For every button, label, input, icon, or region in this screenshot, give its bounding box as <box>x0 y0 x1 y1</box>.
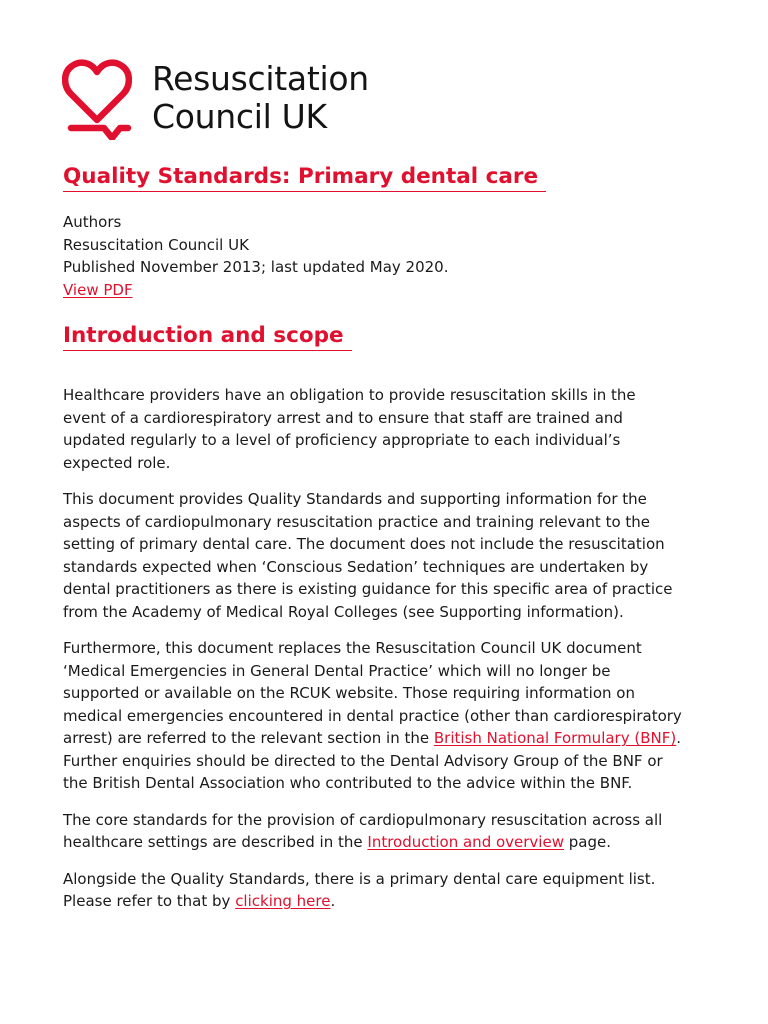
section-heading-introduction: Introduction and scope <box>63 322 352 351</box>
paragraph-4 <box>63 809 713 854</box>
view-pdf-link[interactable]: View PDF <box>63 280 133 299</box>
logo-line-1: Resuscitation <box>152 59 369 98</box>
text-segment: . <box>330 892 336 910</box>
text-line: dental practitioners as there is existing guidance for this specific area of practice <box>63 580 673 598</box>
author-name: Resuscitation Council UK <box>63 235 249 254</box>
text-line: This document provides Quality Standards and supporting information for the <box>63 490 647 508</box>
text-line: Alongside the Quality Standards, there is a primary dental care equipment list. <box>63 869 656 888</box>
text-line: medical emergencies encountered in dental practice (other than cardiorespiratory <box>63 706 682 725</box>
clicking-here-link[interactable]: clicking here <box>235 892 331 910</box>
text-line: Furthermore, this document replaces the Resuscitation Council UK document <box>63 639 642 657</box>
text-segment: healthcare settings are described in the <box>63 833 368 851</box>
text-line: the British Dental Association who contributed to the advice within the BNF. <box>63 774 633 792</box>
text-segment: arrest) are referred to the relevant section in the <box>63 729 434 747</box>
text-line: aspects of cardiopulmonary resuscitation practice and training relevant to the <box>63 512 651 531</box>
document-meta <box>63 211 448 301</box>
authors-label: Authors <box>63 213 122 231</box>
article-body <box>63 384 713 927</box>
paragraph-5 <box>63 868 713 913</box>
paragraph-2 <box>63 488 713 623</box>
text-line: event of a cardiorespiratory arrest and to ensure that staff are trained and <box>63 408 623 427</box>
text-line: ‘Medical Emergencies in General Dental Practice’ which will no longer be <box>63 661 611 680</box>
page-title: Quality Standards: Primary dental care <box>63 163 546 192</box>
text-segment: . <box>676 729 681 747</box>
text-segment: Please refer to that by <box>63 892 236 910</box>
text-line <box>63 727 713 750</box>
text-line: setting of primary dental care. The document does not include the resuscitation <box>63 535 665 553</box>
rcuk-logo[interactable] <box>62 58 369 140</box>
logo-line-2: Council UK <box>152 97 327 136</box>
text-line: standards expected when ‘Conscious Sedation’ techniques are undertaken by <box>63 557 649 576</box>
text-line: Further enquiries should be directed to the Dental Advisory Group of the BNF or <box>63 751 663 770</box>
text-line <box>63 890 713 913</box>
paragraph-1 <box>63 384 713 474</box>
heart-speech-bubble-logo-icon <box>62 58 132 140</box>
text-line: The core standards for the provision of cardiopulmonary resuscitation across all <box>63 810 663 829</box>
text-segment: page. <box>563 833 611 851</box>
text-line <box>63 831 713 854</box>
text-line: from the Academy of Medical Royal Colleges (see Supporting information). <box>63 602 624 621</box>
published-date: Published November 2013; last updated May 2020. <box>63 258 449 276</box>
logo-wordmark <box>152 60 369 136</box>
bnf-link[interactable]: British National Formulary (BNF) <box>433 729 677 747</box>
text-line: expected role. <box>63 453 171 472</box>
text-line: Healthcare providers have an obligation to provide resuscitation skills in the <box>63 386 636 404</box>
text-line: updated regularly to a level of proficiency appropriate to each individual’s <box>63 431 621 449</box>
text-line: supported or available on the RCUK website. Those requiring information on <box>63 684 635 702</box>
paragraph-3 <box>63 637 713 795</box>
introduction-overview-link[interactable]: Introduction and overview <box>367 833 564 851</box>
